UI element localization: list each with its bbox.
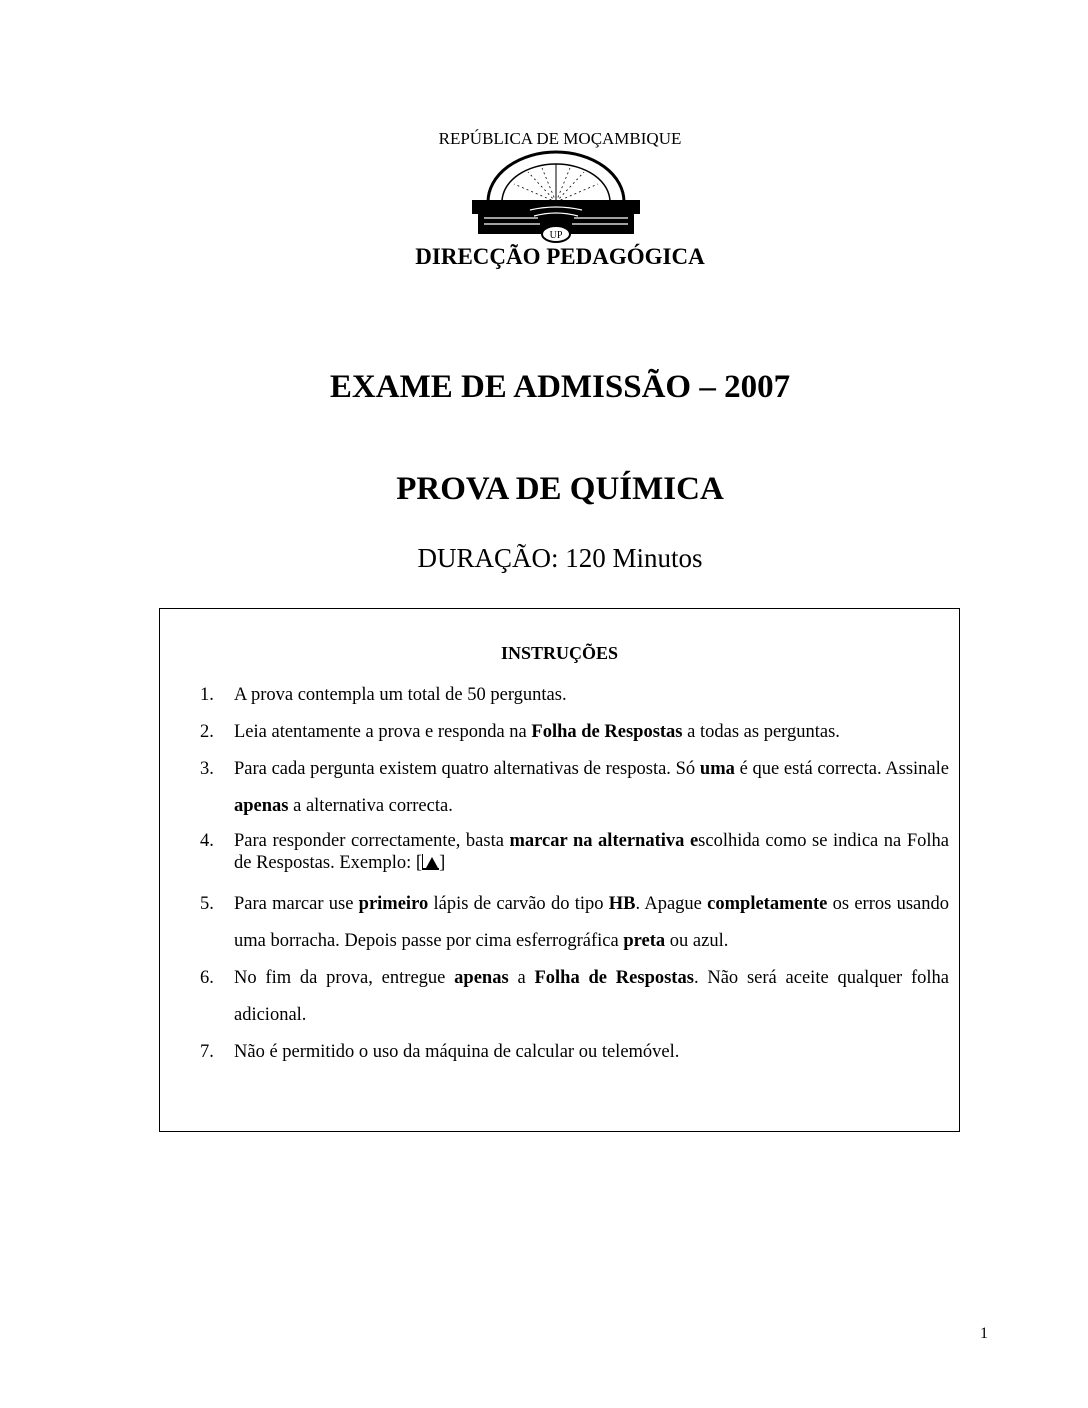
instruction-text: Para cada pergunta existem quatro alternativas de resposta. Só [234, 759, 700, 779]
instruction-emphasis: preta [623, 931, 666, 951]
department-title: DIRECÇÃO PEDAGÓGICA [415, 244, 705, 269]
instruction-item [160, 830, 959, 874]
instruction-text: A prova contempla um total de 50 perguntas. [234, 685, 567, 705]
instruction-emphasis: apenas [234, 796, 289, 816]
country-header: REPÚBLICA DE MOÇAMBIQUE [438, 129, 682, 148]
instruction-text: Leia atentamente a prova e responda na [234, 722, 532, 742]
instruction-text: ou azul. [665, 931, 729, 951]
subject-title: PROVA DE QUÍMICA [396, 471, 724, 507]
instruction-emphasis: Folha de Respostas [534, 968, 694, 988]
instruction-emphasis: marcar na alternativa e [509, 831, 699, 851]
instruction-text: a todas as perguntas. [682, 722, 840, 742]
instruction-text: a [508, 968, 535, 988]
instruction-item [160, 714, 959, 751]
instruction-text: . Não será aceite qualquer folha adicional. [234, 968, 949, 1025]
instruction-emphasis: apenas [454, 968, 509, 988]
instruction-emphasis: completamente [707, 894, 828, 914]
instruction-number: 5. [200, 894, 214, 914]
instruction-number: 1. [200, 685, 214, 705]
instruction-text: Para responder correctamente, basta [234, 831, 510, 851]
marked-answer-example-icon [422, 854, 439, 870]
instructions-list [160, 677, 959, 1071]
instruction-emphasis: HB [608, 894, 636, 914]
instruction-item [160, 886, 959, 960]
instruction-text: scolhida como se indica na Folha de Respostas. Exemplo: [ [234, 831, 949, 873]
instruction-item [160, 751, 959, 825]
instruction-emphasis: Folha de Respostas [531, 722, 683, 742]
instruction-emphasis: uma [699, 759, 735, 779]
instruction-emphasis: primeiro [358, 894, 429, 914]
duration: DURAÇÃO: 120 Minutos [417, 543, 703, 573]
instruction-number: 3. [200, 759, 214, 779]
instruction-text: . Apague [635, 894, 708, 914]
instruction-text: No fim da prova, entregue [234, 968, 455, 988]
instruction-text: a alternativa correcta. [288, 796, 453, 816]
logo-initials: UP [549, 230, 563, 241]
instructions-heading: INSTRUÇÕES [500, 643, 619, 663]
instruction-text: Não é permitido o uso da máquina de calcular ou telemóvel. [234, 1042, 680, 1062]
instruction-text: ] [439, 853, 446, 873]
instruction-item [160, 1034, 959, 1071]
university-logo [468, 150, 644, 246]
exam-title: EXAME DE ADMISSÃO – 2007 [329, 369, 791, 405]
instruction-number: 2. [200, 722, 214, 742]
instruction-number: 6. [200, 968, 214, 988]
instruction-text: Para marcar use [234, 894, 359, 914]
instructions-box [159, 608, 960, 1132]
instruction-number: 7. [200, 1042, 214, 1062]
instruction-item [160, 677, 959, 714]
page-number: 1 [980, 1325, 988, 1342]
instruction-text: lápis de carvão do tipo [428, 894, 609, 914]
instruction-text: é que está correcta. Assinale [734, 759, 949, 779]
instruction-item [160, 960, 959, 1034]
instruction-text: os erros usando uma borracha. Depois passe por cima esferrográfica [234, 894, 950, 951]
instruction-number: 4. [200, 831, 214, 851]
